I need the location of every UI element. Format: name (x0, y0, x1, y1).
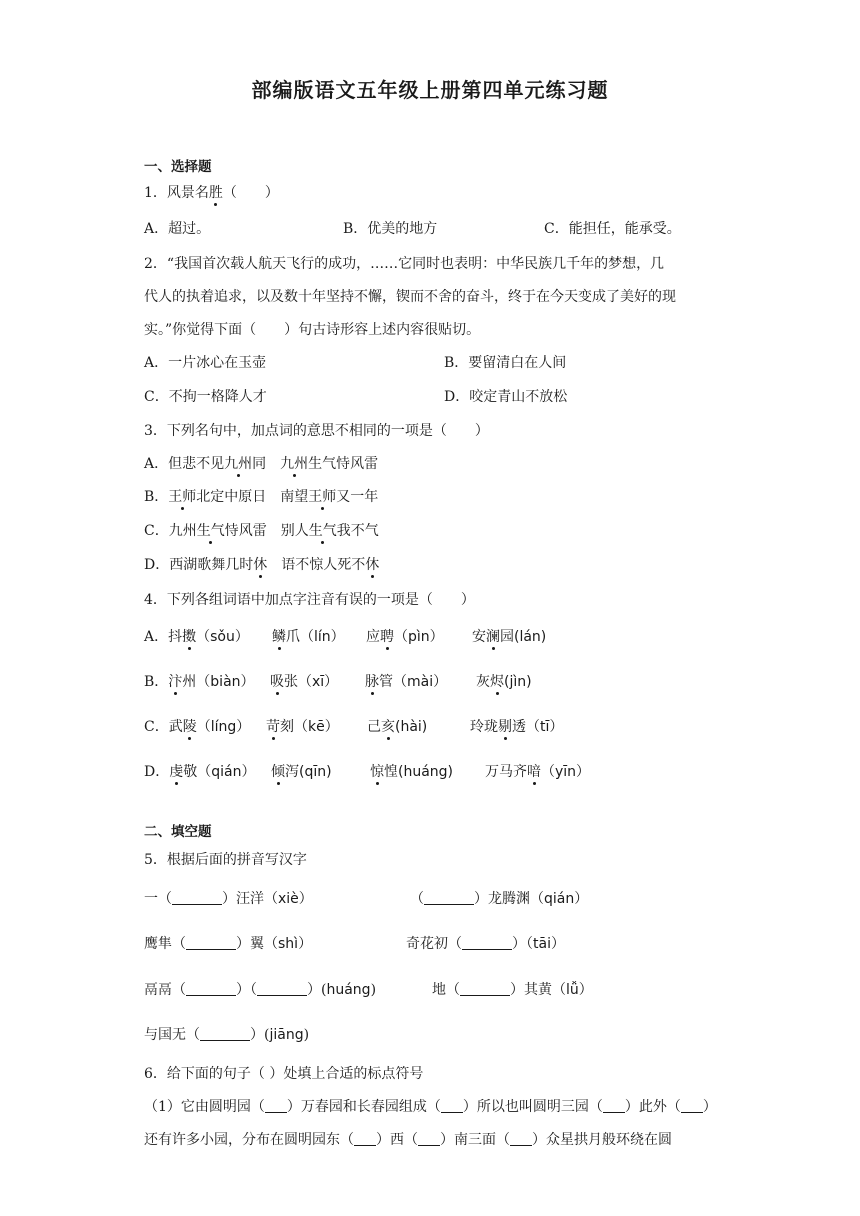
question-3-option-b (144, 487, 378, 507)
word-text: 敬 (183, 764, 198, 780)
option-text: 恃风雷 别人 (224, 523, 309, 539)
item-text: ）（ (512, 936, 533, 952)
answer-blank[interactable] (200, 1026, 250, 1041)
item-text: 鹰隼（ (144, 936, 186, 952)
word-text: 刻 (280, 719, 294, 735)
emphasized-char: 亥 (381, 719, 395, 735)
emphasized-char: 剔 (498, 719, 512, 735)
item-text: ）( (250, 1027, 270, 1043)
question-2-option-a: A．一片冰心在玉壶 (144, 355, 267, 371)
pinyin: （sǒu） (196, 629, 249, 645)
word-text: 惶 (384, 764, 398, 780)
question-4-option-c-item (144, 717, 250, 737)
pinyin: tāi (533, 936, 551, 952)
question-5-item (410, 889, 588, 909)
emphasized-char: 倾 (271, 764, 285, 780)
question-4-option-a-item (272, 627, 345, 647)
question-3-option-c (144, 521, 379, 541)
question-5-item (432, 980, 593, 1000)
question-4-option-d-item (485, 762, 590, 782)
question-5-item (144, 889, 313, 909)
pinyin: (qīn) (299, 764, 332, 780)
option-text: 语不惊人死不 (267, 557, 366, 573)
question-2-option-d: D．咬定青山不放松 (444, 389, 568, 405)
pinyin: huáng (326, 982, 371, 998)
question-4-option-d-item (144, 762, 255, 782)
answer-blank[interactable] (603, 1098, 625, 1113)
emphasized-word: 休 (253, 557, 268, 573)
item-text: ）汪洋（ (222, 891, 278, 907)
question-4-option-c-item (367, 717, 427, 737)
emphasized-char: 鳞 (272, 629, 286, 645)
item-text: ）其黄（ (510, 982, 566, 998)
pinyin: qián (544, 891, 575, 907)
pinyin: （pìn） (394, 629, 444, 645)
question-4-option-c-item (266, 717, 339, 737)
pinyin: （xī） (298, 674, 339, 690)
answer-blank[interactable] (462, 935, 512, 950)
option-text: 同 (252, 456, 281, 472)
emphasized-char: 苛 (266, 719, 280, 735)
word-text: 爪 (286, 629, 300, 645)
sentence-text: ）所以也叫圆明三园（ (462, 1099, 603, 1115)
question-2-option-b: B．要留清白在人间 (444, 355, 567, 371)
question-5-item (144, 934, 312, 954)
item-text: ) (303, 1027, 310, 1043)
emphasized-char: 聘 (380, 629, 394, 645)
emphasized-char: 惊 (370, 764, 384, 780)
emphasized-char: 澜 (486, 629, 500, 645)
word-text: 安 (472, 629, 486, 645)
option-text: 又一年 (336, 489, 379, 505)
emphasized-word: 九州 (224, 456, 253, 472)
question-1-stem (144, 183, 279, 203)
question-2-line: 实。”你觉得下面（ ）句古诗形容上述内容很贴切。 (144, 322, 481, 338)
emphasized-char: 胜 (208, 185, 223, 201)
question-1-option-a: A．超过。 (144, 221, 211, 237)
question-4-option-c-item (470, 717, 563, 737)
question-3-option-d (144, 555, 379, 575)
word-text: 州 (182, 674, 197, 690)
answer-blank[interactable] (510, 1131, 532, 1146)
question-4-stem: 4．下列各组词语中加点字注音有误的一项是（ ） (144, 592, 475, 608)
pinyin: （tī） (526, 719, 564, 735)
word-text: B． (144, 674, 169, 690)
emphasized-word: 王师 (168, 489, 197, 505)
pinyin: xiè (278, 891, 299, 907)
word-text: 管 (379, 674, 393, 690)
option-text: A．但悲不见 (144, 456, 225, 472)
sentence-text: 还有许多小园，分布在圆明园东（ (144, 1132, 354, 1148)
emphasized-char: 陵 (182, 719, 197, 735)
pinyin: （biàn） (196, 674, 255, 690)
pinyin: jiāng (269, 1027, 304, 1043)
emphasized-char: 汴 (168, 674, 183, 690)
question-5-item (144, 1025, 309, 1045)
emphasized-char: 擞 (182, 629, 197, 645)
pinyin: (lán) (514, 629, 547, 645)
answer-blank[interactable] (186, 935, 236, 950)
option-text: C．九州 (144, 523, 197, 539)
sentence-text: ）万春园和长春园组成（ (286, 1099, 441, 1115)
pinyin: （kē） (294, 719, 339, 735)
word-text: 灰 (476, 674, 490, 690)
emphasized-word: 休 (365, 557, 380, 573)
sentence-text: （1）它由圆明园（ (144, 1099, 265, 1115)
sentence-text: ） (702, 1099, 717, 1115)
page-title: 部编版语文五年级上册第四单元练习题 (251, 78, 609, 102)
pinyin: （mài） (393, 674, 448, 690)
answer-blank[interactable] (681, 1098, 703, 1113)
stem-text: 1．风景名 (144, 185, 209, 201)
item-text: 地（ (432, 982, 460, 998)
option-text: D．西湖歌舞几时 (144, 557, 254, 573)
sentence-text: ）众星拱月般环绕在圆 (532, 1132, 672, 1148)
question-5-item (406, 934, 565, 954)
question-1-option-c: C．能担任，能承受。 (544, 221, 681, 237)
emphasized-word: 九州 (280, 456, 309, 472)
item-text: ) (370, 982, 377, 998)
word-text: D． (144, 764, 170, 780)
answer-blank[interactable] (354, 1131, 376, 1146)
emphasized-char: 吸 (270, 674, 284, 690)
option-text: 北定中原日 南望 (196, 489, 309, 505)
stem-text: （ ） (222, 185, 279, 201)
pinyin: shì (278, 936, 299, 952)
question-1-option-b: B．优美的地方 (343, 221, 438, 237)
answer-blank[interactable] (424, 890, 474, 905)
item-text: ） (550, 936, 565, 952)
item-text: 与国无（ (144, 1027, 200, 1043)
answer-blank[interactable] (186, 981, 236, 996)
question-6-stem: 6．给下面的句子（ ）处填上合适的标点符号 (144, 1066, 424, 1082)
pinyin: (hài) (395, 719, 428, 735)
pinyin: （líng） (196, 719, 251, 735)
question-4-option-d-item (370, 762, 453, 782)
word-text: 泻 (285, 764, 299, 780)
question-4-option-b-item (144, 672, 255, 692)
answer-blank[interactable] (418, 1131, 440, 1146)
question-2-option-c: C．不拘一格降人才 (144, 389, 267, 405)
question-2-line: 2．“我国首次载人航天飞行的成功，……它同时也表明：中华民族几千年的梦想，几 (144, 256, 665, 272)
pinyin: （lín） (300, 629, 345, 645)
pinyin: (jìn) (504, 674, 532, 690)
item-text: ） (578, 982, 593, 998)
emphasized-char: 脉 (365, 674, 379, 690)
sentence-text: ）此外（ (624, 1099, 681, 1115)
option-text: 我不气 (336, 523, 379, 539)
word-text: 应 (366, 629, 380, 645)
word-text: 张 (284, 674, 298, 690)
answer-blank[interactable] (265, 1098, 287, 1113)
emphasized-char: 喑 (527, 764, 541, 780)
question-4-option-d-item (271, 762, 332, 782)
emphasized-char: 烬 (490, 674, 504, 690)
item-text: ） (298, 891, 313, 907)
question-4-option-b-item (365, 672, 447, 692)
item-text: ） (574, 891, 589, 907)
question-4-option-b-item (476, 672, 532, 692)
question-6-sentence-line (144, 1097, 717, 1117)
item-text: 一（ (144, 891, 172, 907)
sentence-text: ）南三面（ (440, 1132, 510, 1148)
question-5-item (144, 980, 376, 1000)
pinyin: (huáng) (398, 764, 454, 780)
item-text: ）( (307, 982, 327, 998)
emphasized-char: 虔 (169, 764, 184, 780)
item-text: ）翼（ (236, 936, 278, 952)
emphasized-word: 王师 (308, 489, 337, 505)
answer-blank[interactable] (172, 890, 222, 905)
pinyin: （yīn） (541, 764, 591, 780)
pinyin: lǚ (566, 982, 579, 998)
word-text: A．抖 (144, 629, 183, 645)
word-text: 万马齐 (485, 764, 527, 780)
question-4-option-a-item (472, 627, 546, 647)
emphasized-word: 生气 (196, 523, 225, 539)
question-6-sentence-line (144, 1130, 672, 1150)
pinyin: （qián） (197, 764, 256, 780)
section-heading-fill-blank: 二、填空题 (144, 824, 212, 840)
question-2-line: 代人的执着追求，以及数十年坚持不懈，锲而不舍的奋斗，终于在今天变成了美好的现 (144, 289, 676, 305)
sentence-text: ）西（ (376, 1132, 418, 1148)
emphasized-word: 生气 (308, 523, 337, 539)
question-5-stem: 5．根据后面的拼音写汉字 (144, 852, 307, 868)
option-text: 生气恃风雷 (308, 456, 379, 472)
item-text: ）（ (236, 982, 257, 998)
option-text: B． (144, 489, 169, 505)
item-text: 奇花初（ (406, 936, 462, 952)
answer-blank[interactable] (460, 981, 510, 996)
word-text: 园 (500, 629, 514, 645)
answer-blank[interactable] (441, 1098, 463, 1113)
question-3-stem: 3．下列名句中，加点词的意思不相同的一项是（ ） (144, 423, 489, 439)
word-text: C．武 (144, 719, 183, 735)
word-text: 透 (512, 719, 526, 735)
question-4-option-b-item (270, 672, 338, 692)
section-heading-choice: 一、选择题 (144, 159, 212, 175)
question-4-option-a-item (144, 627, 249, 647)
item-text: ） (298, 936, 313, 952)
word-text: 玲珑 (470, 719, 498, 735)
answer-blank[interactable] (257, 981, 307, 996)
word-text: 己 (367, 719, 381, 735)
item-text: 鬲鬲（ (144, 982, 186, 998)
question-4-option-a-item (366, 627, 444, 647)
question-3-option-a (144, 454, 378, 474)
item-text: ）龙腾渊（ (474, 891, 544, 907)
item-text: （ (410, 891, 424, 907)
